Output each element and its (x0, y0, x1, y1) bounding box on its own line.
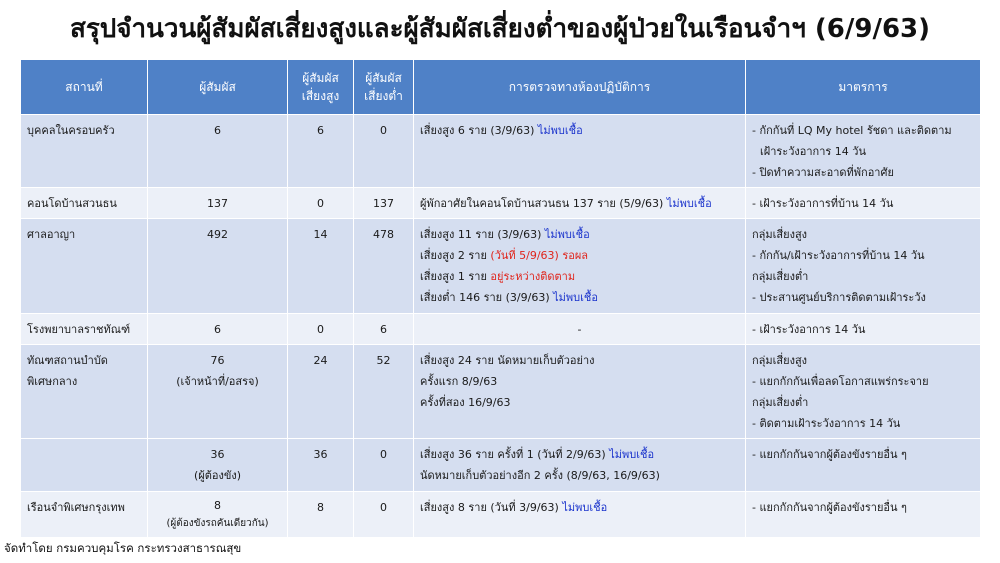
cell-high: 8 (288, 492, 354, 538)
cell-low: 6 (354, 314, 414, 345)
cell-lab: ผู้พักอาศัยในคอนโดบ้านสวนธน 137 ราย (5/9/63) ไม่พบเชื้อ (414, 188, 746, 219)
table-row (21, 219, 981, 314)
cell-lab: เสี่ยงสูง 11 ราย (3/9/63) ไม่พบเชื้อ เสี่ยงสูง 2 ราย (วันที่ 5/9/63) รอผล เสี่ยงสูง 1 ราย อยู่ระหว่างติดตาม เสี่ยงต่ำ 146 ราย (3/9/63) ไม่พบเชื้อ (414, 219, 746, 314)
cell-place: ศาลอาญา (21, 219, 148, 314)
cell-contacts: 76 (เจ้าหน้าที่/อสรจ) (148, 345, 288, 439)
cell-measures: - แยกกักกันจากผู้ต้องขังรายอื่น ๆ (746, 439, 981, 492)
cell-high: 24 (288, 345, 354, 439)
cell-measures: กลุ่มเสี่ยงสูง - แยกกักกันเพื่อลดโอกาสแพร่กระจาย กลุ่มเสี่ยงต่ำ - ติดตามเฝ้าระวังอาการ 14 วัน (746, 345, 981, 439)
cell-high: 36 (288, 439, 354, 492)
table-row (21, 115, 981, 188)
table-row (21, 492, 981, 538)
cell-place: บุคคลในครอบครัว (21, 115, 148, 188)
cell-high: 14 (288, 219, 354, 314)
cell-low: 0 (354, 115, 414, 188)
cell-contacts: 6 (148, 314, 288, 345)
cell-lab: เสี่ยงสูง 8 ราย (วันที่ 3/9/63) ไม่พบเชื้อ (414, 492, 746, 538)
cell-place: ทัณฑสถานบำบัด พิเศษกลาง (21, 345, 148, 439)
header-contacts: ผู้สัมผัส (148, 60, 288, 115)
cell-low: 137 (354, 188, 414, 219)
cell-measures: - เฝ้าระวังอาการที่บ้าน 14 วัน (746, 188, 981, 219)
footer-credit: จัดทำโดย กรมควบคุมโรค กระทรวงสาธารณสุข (4, 541, 242, 555)
cell-contacts: 137 (148, 188, 288, 219)
cell-contacts: 8 (ผู้ต้องขังรถคันเดียวกัน) (148, 492, 288, 538)
cell-lab: - (414, 314, 746, 345)
cell-high: 0 (288, 188, 354, 219)
table-row (21, 314, 981, 345)
cell-place: คอนโดบ้านสวนธน (21, 188, 148, 219)
cell-contacts: 6 (148, 115, 288, 188)
cell-lab: เสี่ยงสูง 36 ราย ครั้งที่ 1 (วันที่ 2/9/63) ไม่พบเชื้อ นัดหมายเก็บตัวอย่างอีก 2 ครั้ง (8/9/63, 16/9/63) (414, 439, 746, 492)
cell-contacts: 492 (148, 219, 288, 314)
cell-place: เรือนจำพิเศษกรุงเทพ (21, 492, 148, 538)
page-title: สรุปจำนวนผู้สัมผัสเสี่ยงสูงและผู้สัมผัสเสี่ยงต่ำของผู้ป่วยในเรือนจำฯ (6/9/63) (69, 14, 931, 44)
cell-measures: - แยกกักกันจากผู้ต้องขังรายอื่น ๆ (746, 492, 981, 538)
cell-lab: เสี่ยงสูง 6 ราย (3/9/63) ไม่พบเชื้อ (414, 115, 746, 188)
cell-contacts: 36 (ผู้ต้องขัง) (148, 439, 288, 492)
cell-measures: กลุ่มเสี่ยงสูง - กักกัน/เฝ้าระวังอาการที่บ้าน 14 วัน กลุ่มเสี่ยงต่ำ - ประสานศูนย์บริการติดตามเฝ้าระวัง (746, 219, 981, 314)
contacts-table (20, 59, 981, 538)
table-row (21, 345, 981, 439)
cell-place (21, 439, 148, 492)
cell-low: 478 (354, 219, 414, 314)
cell-high: 6 (288, 115, 354, 188)
table-row (21, 188, 981, 219)
cell-lab: เสี่ยงสูง 24 ราย นัดหมายเก็บตัวอย่าง ครั้งแรก 8/9/63 ครั้งที่สอง 16/9/63 (414, 345, 746, 439)
cell-place: โรงพยาบาลราชทัณฑ์ (21, 314, 148, 345)
header-measures: มาตรการ (746, 60, 981, 115)
cell-low: 0 (354, 439, 414, 492)
cell-low: 0 (354, 492, 414, 538)
cell-measures: - เฝ้าระวังอาการ 14 วัน (746, 314, 981, 345)
header-high-risk: ผู้สัมผัส เสี่ยงสูง (288, 60, 354, 115)
cell-high: 0 (288, 314, 354, 345)
header-lab: การตรวจทางห้องปฏิบัติการ (414, 60, 746, 115)
table-header-row (21, 60, 981, 115)
cell-measures: - กักกันที่ LQ My hotel รัชดา และติดตาม เฝ้าระวังอาการ 14 วัน - ปิดทำความสะอาดที่พักอาศัย (746, 115, 981, 188)
header-low-risk: ผู้สัมผัส เสี่ยงต่ำ (354, 60, 414, 115)
table-row (21, 439, 981, 492)
cell-low: 52 (354, 345, 414, 439)
header-place: สถานที่ (21, 60, 148, 115)
